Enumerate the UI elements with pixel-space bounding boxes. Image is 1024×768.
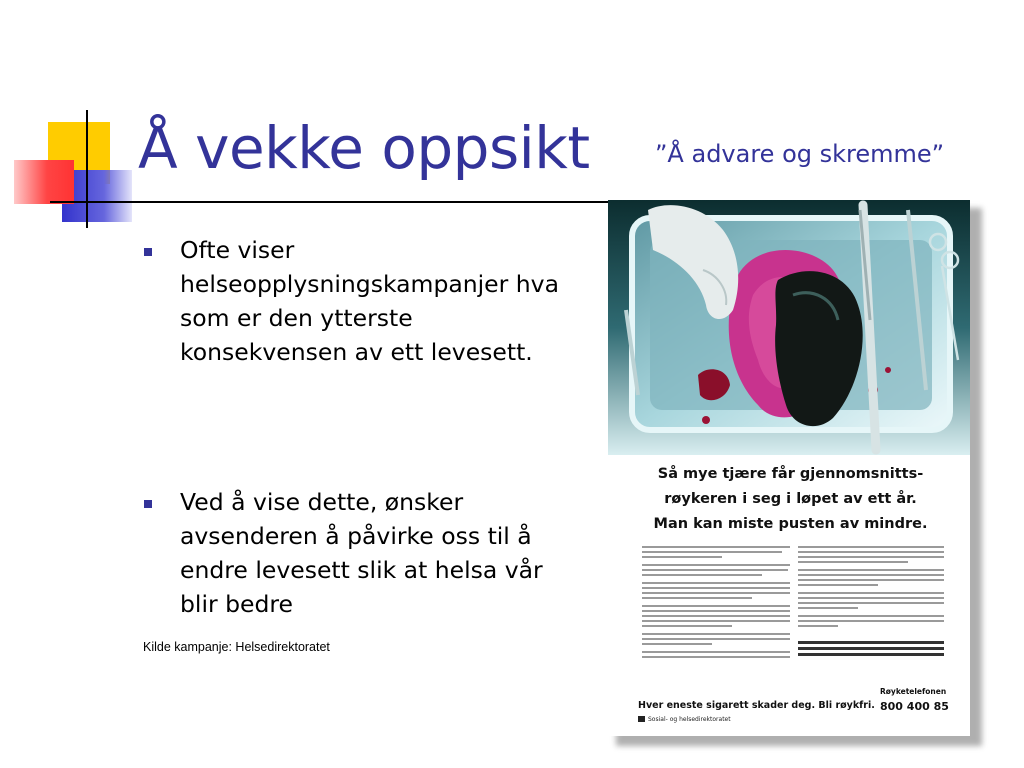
decor-red-square <box>14 160 74 204</box>
bullet-marker <box>144 248 152 256</box>
source-credit: Kilde kampanje: Helsedirektoratet <box>143 640 330 654</box>
campaign-poster <box>608 200 970 736</box>
poster-headline-line: røykeren i seg i løpet av ett år. <box>664 491 917 507</box>
poster-phone-label: Røyketelefonen <box>880 687 947 696</box>
bullet-text-2: Ved å vise dette, ønsker avsenderen å påvirke oss til å endre levesett slik at helsa vår blir bedre <box>180 488 543 618</box>
poster-photo <box>608 200 970 455</box>
poster-agency <box>638 716 731 723</box>
poster-headline-line: Man kan miste pusten av mindre. <box>653 516 928 532</box>
poster-tagline: Hver eneste sigarett skader deg. Bli røykfri. <box>638 700 875 711</box>
decor-vertical-line <box>86 110 88 228</box>
agency-logo-icon <box>638 716 645 722</box>
page-subtitle: ”Å advare og skremme” <box>655 140 945 168</box>
page-title: Å vekke oppsikt <box>138 114 590 182</box>
poster-phone-number: 800 400 85 <box>880 700 949 713</box>
poster-headline-line: Så mye tjære får gjennomsnitts- <box>657 466 924 482</box>
bullet-text-1: Ofte viser helseopplysningskampanjer hva som er den ytterste konsekvensen av ett levesett. <box>180 236 559 366</box>
poster-body-text-left <box>642 546 792 676</box>
poster-agency-label: Sosial- og helsedirektoratet <box>648 716 731 723</box>
bullet-marker <box>144 500 152 508</box>
poster-body-text-right <box>798 546 948 676</box>
poster-headline <box>618 462 963 537</box>
title-divider <box>50 201 610 203</box>
